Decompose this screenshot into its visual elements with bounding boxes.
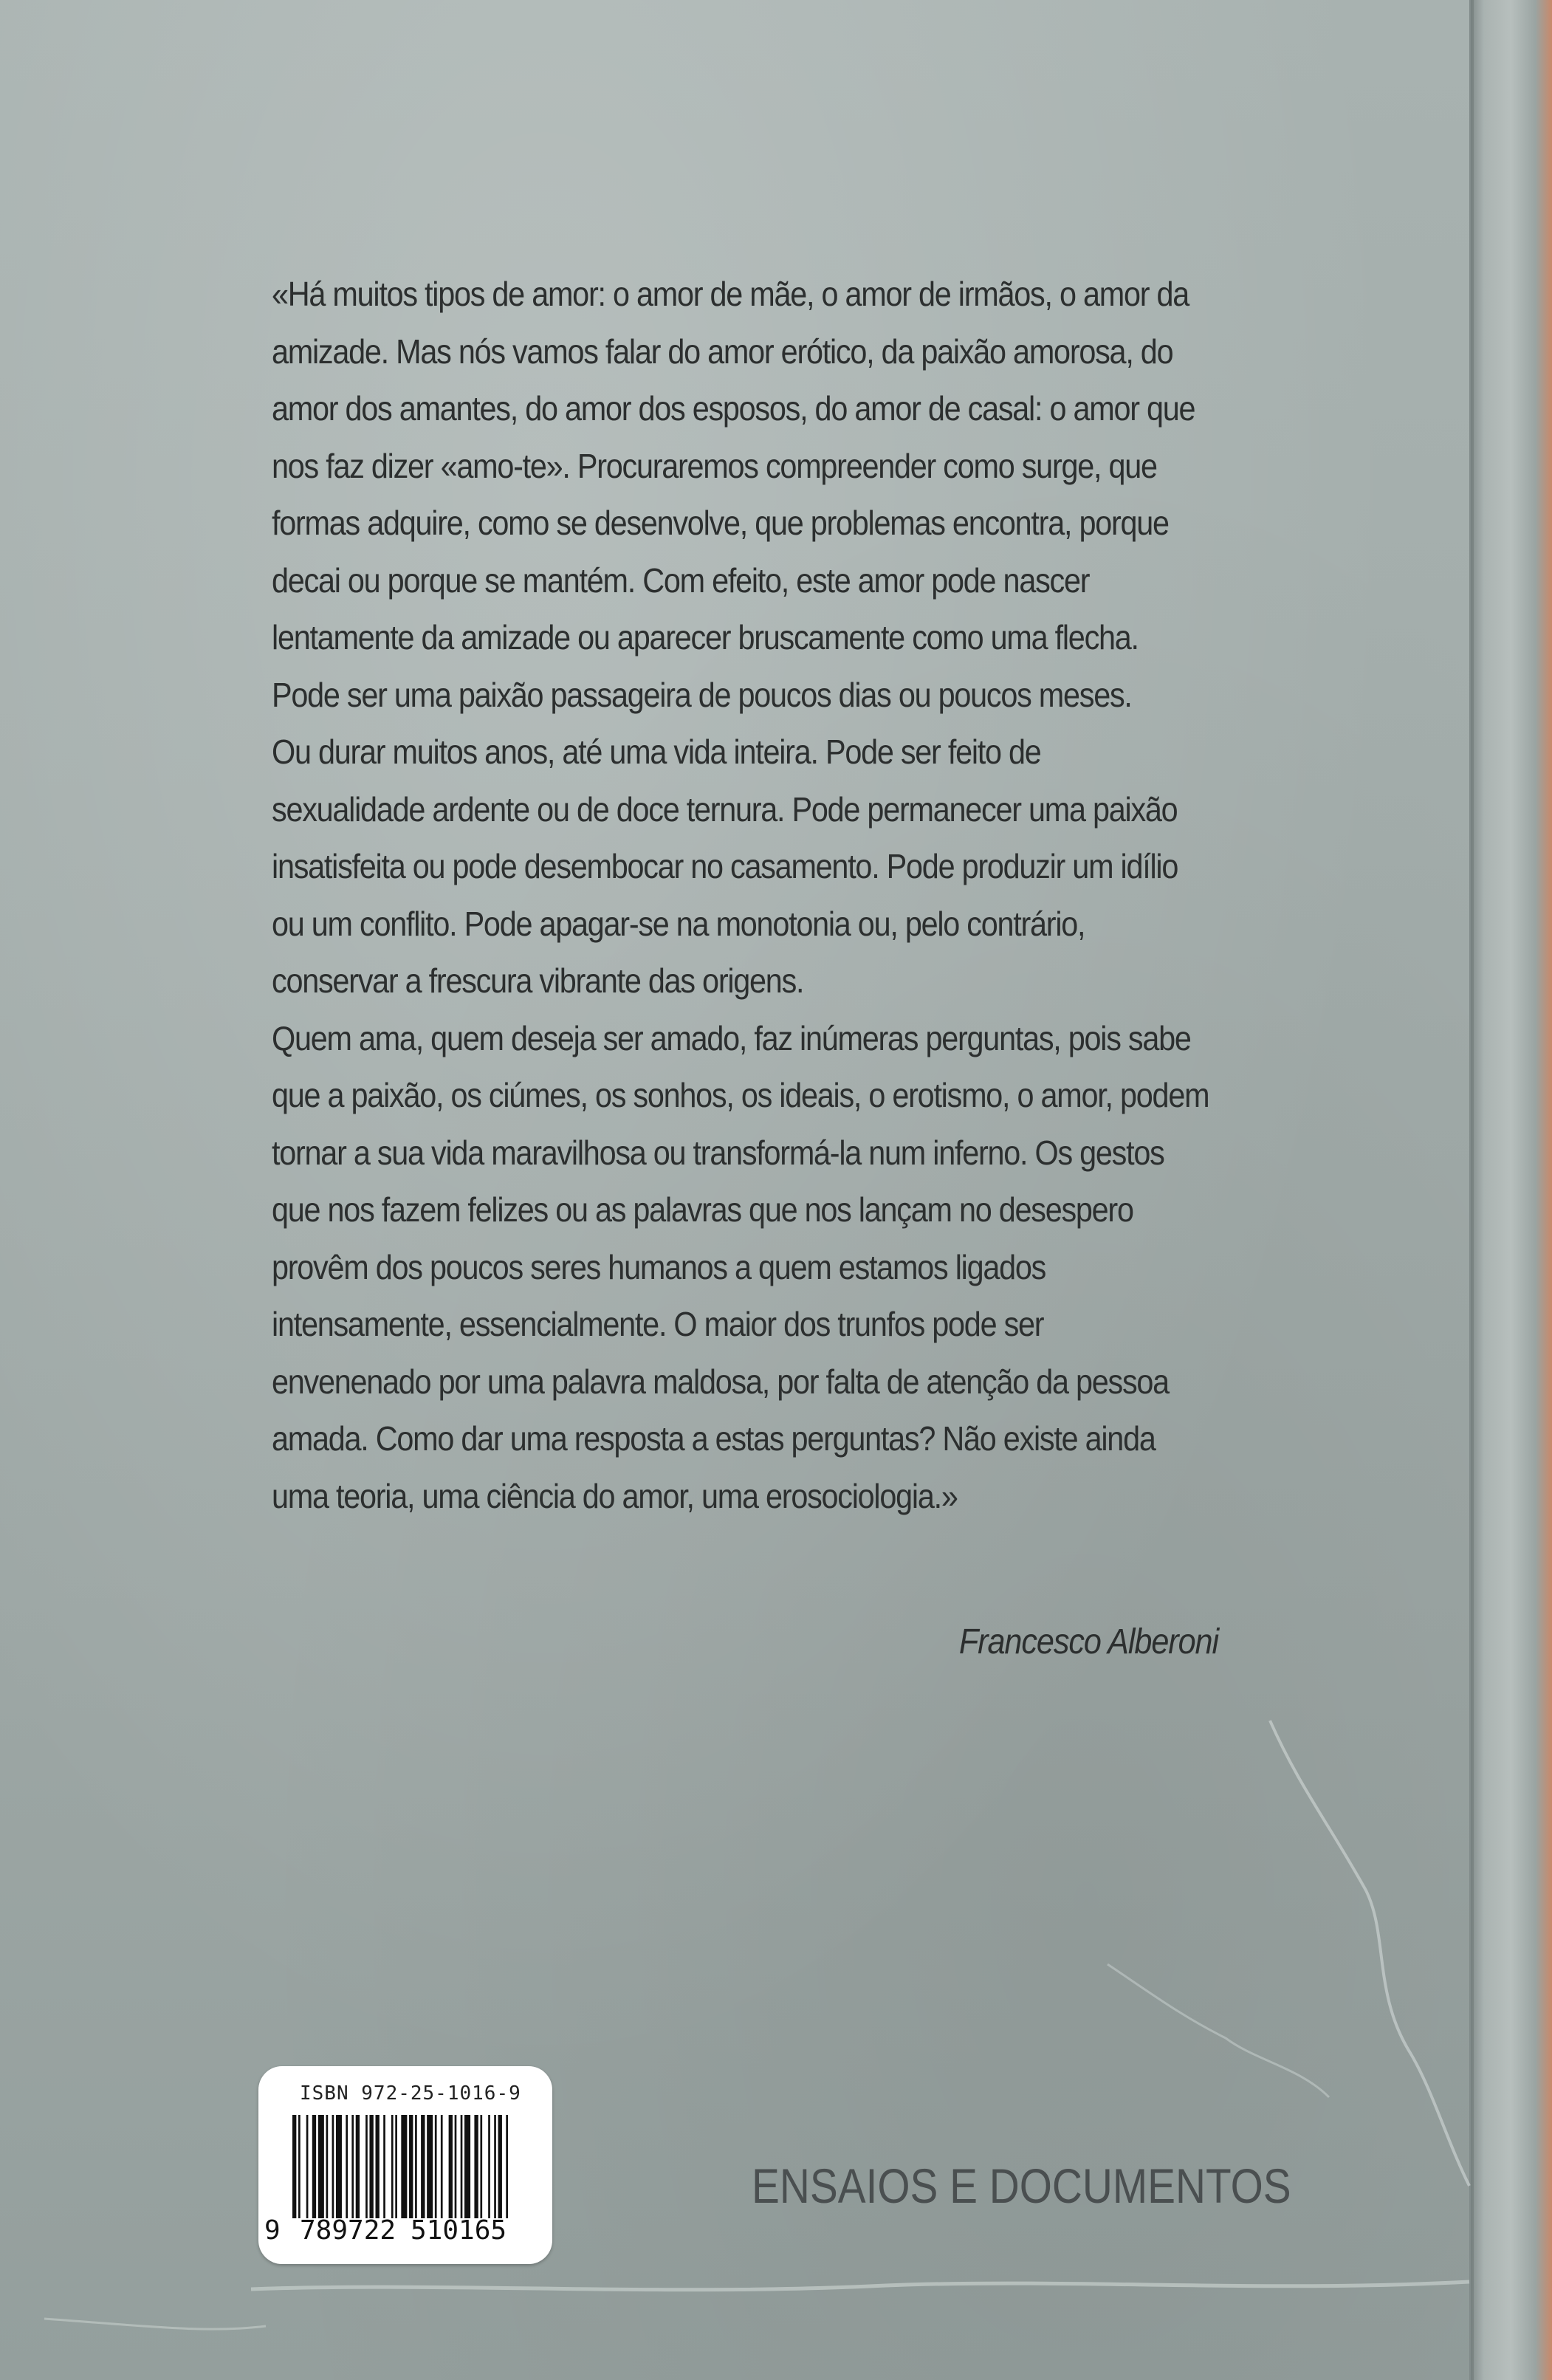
barcode-digits [258, 2211, 552, 2252]
blurb-line: tornar a sua vida maravilhosa ou transformá-la num inferno. Os gestos [272, 1133, 1164, 1172]
blurb-line: decai ou porque se mantém. Com efeito, este amor pode nascer [272, 560, 1090, 600]
series-title: ENSAIOS E DOCUMENTOS [752, 2158, 1291, 2213]
blurb-line: intensamente, essencialmente. O maior dos trunfos pode ser [272, 1305, 1044, 1343]
blurb-line: que a paixão, os ciúmes, os sonhos, os ideais, o erotismo, o amor, podem [272, 1076, 1209, 1114]
blurb-line: provêm dos poucos seres humanos a quem estamos ligados [272, 1247, 1046, 1286]
blurb-line: amor dos amantes, do amor dos esposos, do amor de casal: o amor que [272, 389, 1195, 428]
blurb-line: nos faz dizer «amo-te». Procuraremos compreender como surge, que [272, 446, 1157, 485]
isbn-barcode-sticker [258, 2066, 552, 2264]
barcode-digit-first: 9 [264, 2215, 281, 2246]
blurb-line: Quem ama, quem deseja ser amado, faz inúmeras perguntas, pois sabe [272, 1018, 1191, 1057]
blurb-line: Pode ser uma paixão passageira de poucos dias ou poucos meses. [272, 675, 1132, 714]
blurb-line: envenenado por uma palavra maldosa, por falta de atenção da pessoa [272, 1362, 1169, 1401]
cover-right-edge [1469, 0, 1552, 2380]
blurb-line: «Há muitos tipos de amor: o amor de mãe, o amor de irmãos, o amor da [272, 275, 1189, 313]
blurb-line: uma teoria, uma ciência do amor, uma erosociologia.» [272, 1476, 958, 1515]
blurb-line: amizade. Mas nós vamos falar do amor erótico, da paixão amorosa, do [272, 332, 1173, 371]
blurb-line: sexualidade ardente ou de doce ternura. Pode permanecer uma paixão [272, 789, 1178, 829]
blurb-line: que nos fazem felizes ou as palavras que nos lançam no desespero [272, 1190, 1133, 1229]
blurb-line: insatisfeita ou pode desembocar no casamento. Pode produzir um idílio [272, 847, 1178, 885]
blurb-line: Ou durar muitos anos, até uma vida inteira. Pode ser feito de [272, 733, 1041, 771]
blurb-line: conservar a frescura vibrante das origens. [272, 961, 804, 1000]
barcode-digits-right: 510165 [411, 2215, 507, 2246]
author-signature: Francesco Alberoni [958, 1622, 1218, 1661]
spine-fold-line [1471, 0, 1474, 2380]
blurb-line: amada. Como dar uma resposta a estas perguntas? Não existe ainda [272, 1419, 1156, 1458]
blurb-line: formas adquire, como se desenvolve, que problemas encontra, porque [272, 504, 1169, 542]
blurb-text [272, 266, 1209, 1525]
blurb-line: lentamente da amizade ou aparecer bruscamente como uma flecha. [272, 618, 1139, 656]
blurb-line: ou um conflito. Pode apagar-se na monotonia ou, pelo contrário, [272, 904, 1085, 943]
isbn-label: ISBN 972-25-1016-9 [300, 2082, 521, 2105]
barcode-bars-icon [292, 2115, 514, 2218]
barcode-digits-left: 789722 [300, 2215, 396, 2246]
